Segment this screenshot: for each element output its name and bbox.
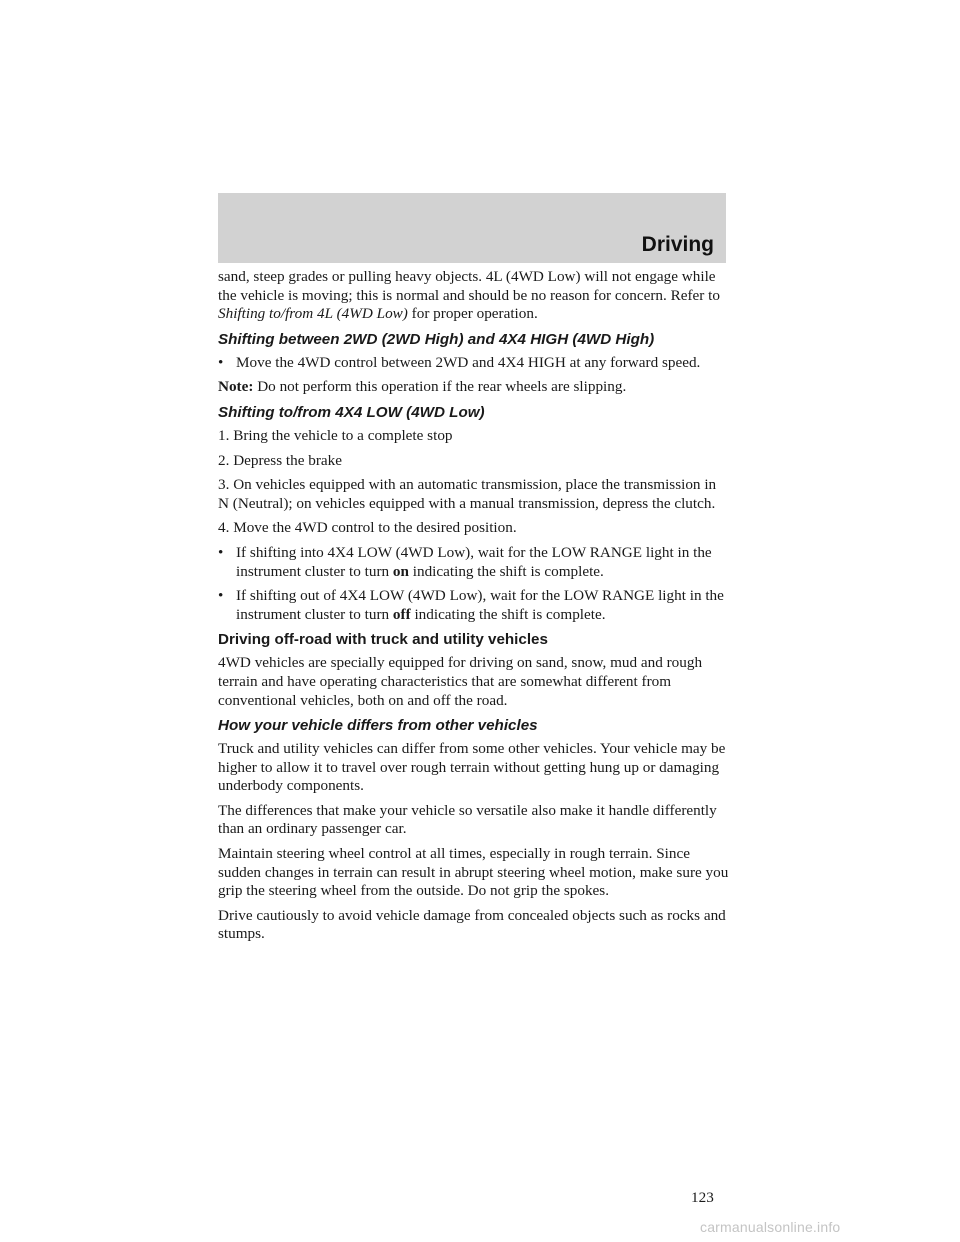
step-3: 3. On vehicles equipped with an automatic transmission, place the transmission in N (Neutral); on vehicles equipped with a manual transmission, depress the clutch. bbox=[218, 476, 717, 512]
list-item: • If shifting into 4X4 LOW (4WD Low), wait for the LOW RANGE light in the instrument cluster to turn on indicating the shift is complete. bbox=[218, 543, 712, 580]
heading-2wd-4x4-high: Shifting between 2WD (2WD High) and 4X4 HIGH (4WD High) bbox=[218, 330, 655, 348]
list-item: • If shifting out of 4X4 LOW (4WD Low), wait for the LOW RANGE light in the instrument cluster to turn off indicating the shift is complete. bbox=[218, 587, 724, 623]
off-road-paragraph: 4WD vehicles are specially equipped for driving on sand, snow, mud and rough terrain and have operating characteristics that are somewhat different from conventional vehicles, both on and off the road. bbox=[218, 654, 703, 709]
header-band bbox=[218, 193, 726, 263]
heading-4x4-low: Shifting to/from 4X4 LOW (4WD Low) bbox=[218, 403, 485, 421]
list-item: • Move the 4WD control between 2WD and 4X4 HIGH at any forward speed. bbox=[218, 353, 701, 371]
section-title: Driving bbox=[641, 233, 714, 256]
bullet-icon: • bbox=[218, 353, 224, 371]
watermark: carmanualsonline.info bbox=[700, 1219, 841, 1235]
differs-paragraph-4: Drive cautiously to avoid vehicle damage from concealed objects such as rocks and stumps. bbox=[218, 906, 726, 943]
heading-off-road: Driving off-road with truck and utility vehicles bbox=[218, 631, 548, 649]
page-content bbox=[218, 268, 730, 950]
differs-paragraph-2: The differences that make your vehicle so versatile also make it handle differently than an ordinary passenger car. bbox=[218, 801, 717, 838]
intro-paragraph: sand, steep grades or pulling heavy objects. 4L (4WD Low) will not engage while the vehicle is moving; this is normal and should be no reason for concern. Refer to Shifting to/from 4L (4WD Low) for proper operation. bbox=[218, 268, 720, 323]
differs-paragraph-3: Maintain steering wheel control at all times, especially in rough terrain. Since sudden changes in terrain can result in abrupt steering wheel motion, make sure you grip the steering wheel from the outside. Do not grip the spokes. bbox=[218, 845, 729, 900]
bullet-icon: • bbox=[218, 543, 224, 561]
note-paragraph: Note: Do not perform this operation if the rear wheels are slipping. bbox=[218, 378, 627, 396]
differs-paragraph-1: Truck and utility vehicles can differ from some other vehicles. Your vehicle may be higher to allow it to travel over rough terrain without getting hung up or damaging underbody components. bbox=[218, 740, 726, 795]
page-number: 123 bbox=[691, 1189, 714, 1206]
step-1: 1. Bring the vehicle to a complete stop bbox=[218, 426, 453, 444]
heading-vehicle-differs: How your vehicle differs from other vehicles bbox=[218, 717, 538, 735]
cross-reference: Shifting to/from 4L (4WD Low) bbox=[218, 305, 408, 323]
bullet-icon: • bbox=[218, 587, 224, 605]
step-2: 2. Depress the brake bbox=[218, 451, 342, 469]
step-4: 4. Move the 4WD control to the desired position. bbox=[218, 519, 517, 537]
